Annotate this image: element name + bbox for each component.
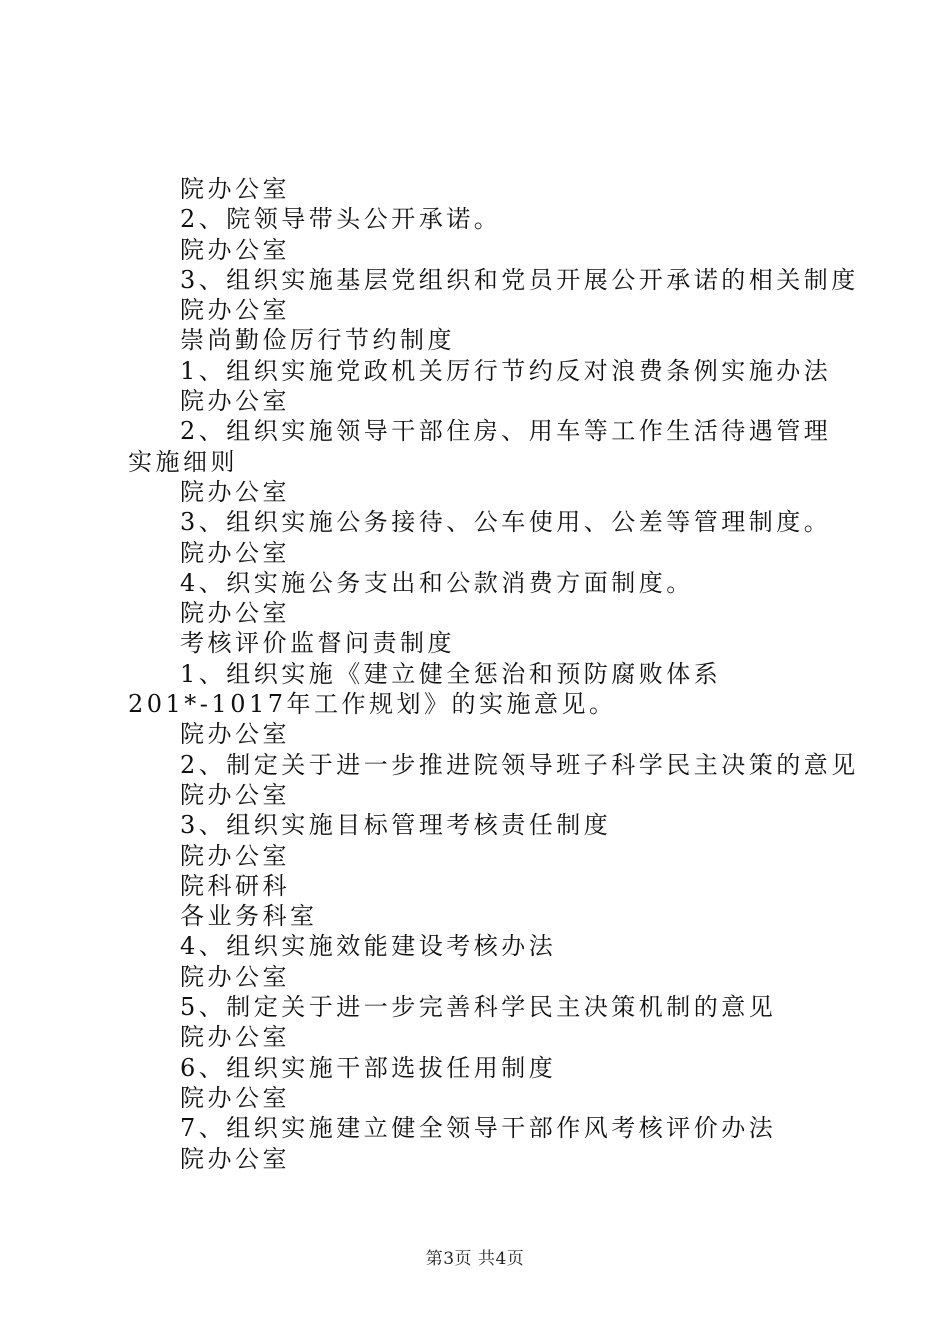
text-line: 院办公室 [180,175,290,203]
text-line: 院办公室 [180,1144,290,1173]
text-line: 2、制定关于进一步推进院领导班子科学民主决策的意见 [180,750,859,779]
text-line: 各业务科室 [180,902,318,931]
section-heading: 考核评价监督问责制度 [180,629,455,658]
text-line: 院办公室 [180,599,290,628]
text-line: 院科研科 [180,871,290,900]
text-line: 院办公室 [180,538,290,567]
text-line: 院办公室 [180,477,290,506]
section-heading: 崇尚勤俭厉行节约制度 [180,326,455,355]
text-line: 1、组织实施党政机关厉行节约反对浪费条例实施办法 [180,356,832,385]
text-line: 院办公室 [180,720,290,749]
text-line: 3、组织实施公务接待、公车使用、公差等管理制度。 [180,508,832,537]
text-line: 3、组织实施基层党组织和党员开展公开承诺的相关制度 [180,265,859,294]
page-number: 第3页 共4页 [425,1249,525,1269]
text-line: 院办公室 [180,841,290,870]
text-line: 院办公室 [180,387,290,416]
text-line: 3、组织实施目标管理考核责任制度 [180,811,612,840]
text-line: 4、组织实施效能建设考核办法 [180,932,557,961]
text-line: 2、院领导带头公开承诺。 [180,205,502,234]
text-line: 5、制定关于进一步完善科学民主决策机制的意见 [180,993,777,1022]
text-line: 院办公室 [180,235,290,264]
text-line: 院办公室 [180,1083,290,1112]
text-line: 院办公室 [180,1023,290,1052]
text-line: 院办公室 [180,296,290,325]
text-line: 院办公室 [180,962,290,991]
text-line: 7、组织实施建立健全领导干部作风考核评价办法 [180,1114,777,1143]
text-line: 4、织实施公务支出和公款消费方面制度。 [180,568,694,597]
document-body [128,174,859,1174]
text-line: 院办公室 [180,780,290,809]
text-line: 2、组织实施领导干部住房、用车等工作生活待遇管理实施细则 [128,417,832,476]
text-line: 6、组织实施干部选拔任用制度 [180,1053,557,1082]
text-line: 1、组织实施《建立健全惩治和预防腐败体系201*-1017年工作规划》的实施意见。 [128,659,722,719]
